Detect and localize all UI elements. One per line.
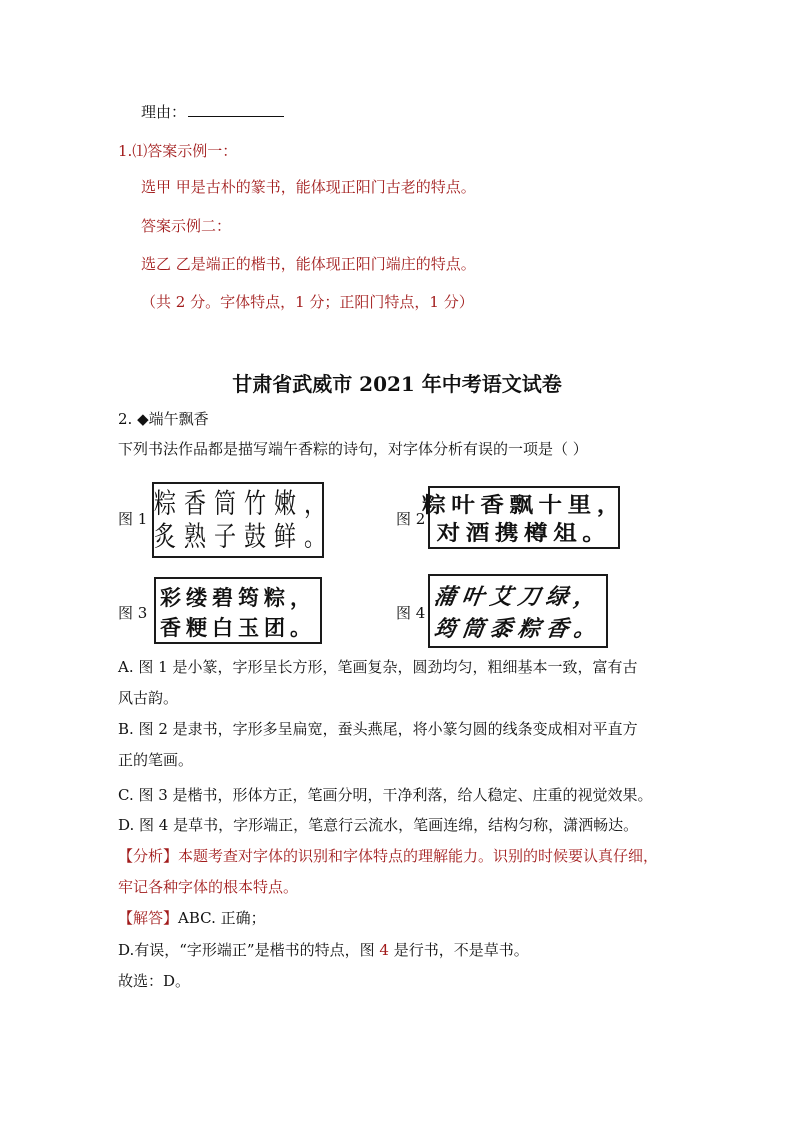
figure-2-calligraphy [422, 486, 626, 549]
solution-tag: 【解答】 [118, 909, 179, 927]
figure-2-line-1: 粽叶香飘十里， [422, 493, 626, 517]
figure-4-calligraphy [428, 574, 608, 648]
figure-1-label: 图 1 [118, 510, 148, 528]
analysis-text-1: 本题考查对字体的识别和字体特点的理解能力。识别的时候要认真仔细， [178, 847, 659, 865]
analysis-tag: 【分析】 [118, 847, 179, 865]
figure-4-label: 图 4 [396, 604, 426, 622]
solution-d-post: 是行书，不是草书。 [388, 941, 529, 959]
figure-1-line-2: 炙熟子鼓鲜。 [154, 521, 335, 553]
analysis-line-1 [118, 846, 658, 866]
figure-3-calligraphy [154, 577, 322, 644]
solution-final: 故选：D。 [118, 972, 191, 990]
option-c: C. 图 3 是楷书，形体方正，笔画分明，干净利落，给人稳定、庄重的视觉效果。 [118, 786, 653, 804]
solution-d-num: 4 [379, 941, 389, 959]
figure-4-line-2: 筠筒黍粽香。 [432, 616, 604, 642]
figure-2-label: 图 2 [396, 510, 426, 528]
option-b-line-2: 正的笔画。 [118, 751, 194, 769]
solution-line-1 [118, 908, 266, 928]
reason-line [141, 102, 284, 122]
option-a-line-1: A. 图 1 是小篆，字形呈长方形，笔画复杂，圆劲均匀，粗细基本一致，富有古 [118, 658, 638, 676]
figure-3-line-2: 香粳白玉团。 [160, 615, 316, 640]
solution-text: ABC. 正确； [178, 909, 266, 927]
option-d: D. 图 4 是草书，字形端正，笔意行云流水，笔画连绵，结构匀称，潇洒畅达。 [118, 816, 639, 834]
scoring-note: （共 2 分。字体特点，1 分；正阳门特点，1 分） [141, 293, 474, 311]
solution-line-2 [118, 940, 529, 960]
answer-example-2: 选乙 乙是端正的楷书，能体现正阳门端庄的特点。 [141, 255, 476, 273]
solution-d-pre: D.有误，“字形端正”是楷书的特点，图 [118, 941, 380, 959]
option-b-line-1: B. 图 2 是隶书，字形多呈扁宽，蚕头燕尾，将小篆匀圆的线条变成相对平直方 [118, 720, 638, 738]
question-number-topic: 2. ◆端午飘香 [118, 410, 209, 428]
answer-example-2-label: 答案示例二： [141, 217, 232, 235]
reason-label: 理由： [141, 103, 187, 121]
reason-blank [188, 102, 284, 117]
figure-1-calligraphy [152, 482, 335, 558]
question-stem: 下列书法作品都是描写端午香粽的诗句，对字体分析有误的一项是（ ） [118, 440, 588, 458]
answer-head: 1.⑴答案示例一： [118, 142, 238, 160]
answer-example-1: 选甲 甲是古朴的篆书，能体现正阳门古老的特点。 [141, 178, 476, 196]
analysis-line-2: 牢记各种字体的根本特点。 [118, 878, 299, 896]
option-a-line-2: 风古韵。 [118, 689, 179, 707]
figure-3-line-1: 彩缕碧筠粽， [160, 585, 316, 610]
figure-3-label: 图 3 [118, 604, 148, 622]
figure-1-line-1: 粽香筒竹嫩， [154, 488, 335, 520]
exam-title: 甘肃省武威市 2021 年中考语文试卷 [232, 372, 562, 396]
figure-2-line-2: 对酒携樽俎。 [436, 521, 612, 545]
figure-4-line-1: 蒲叶艾刀绿， [432, 584, 604, 610]
